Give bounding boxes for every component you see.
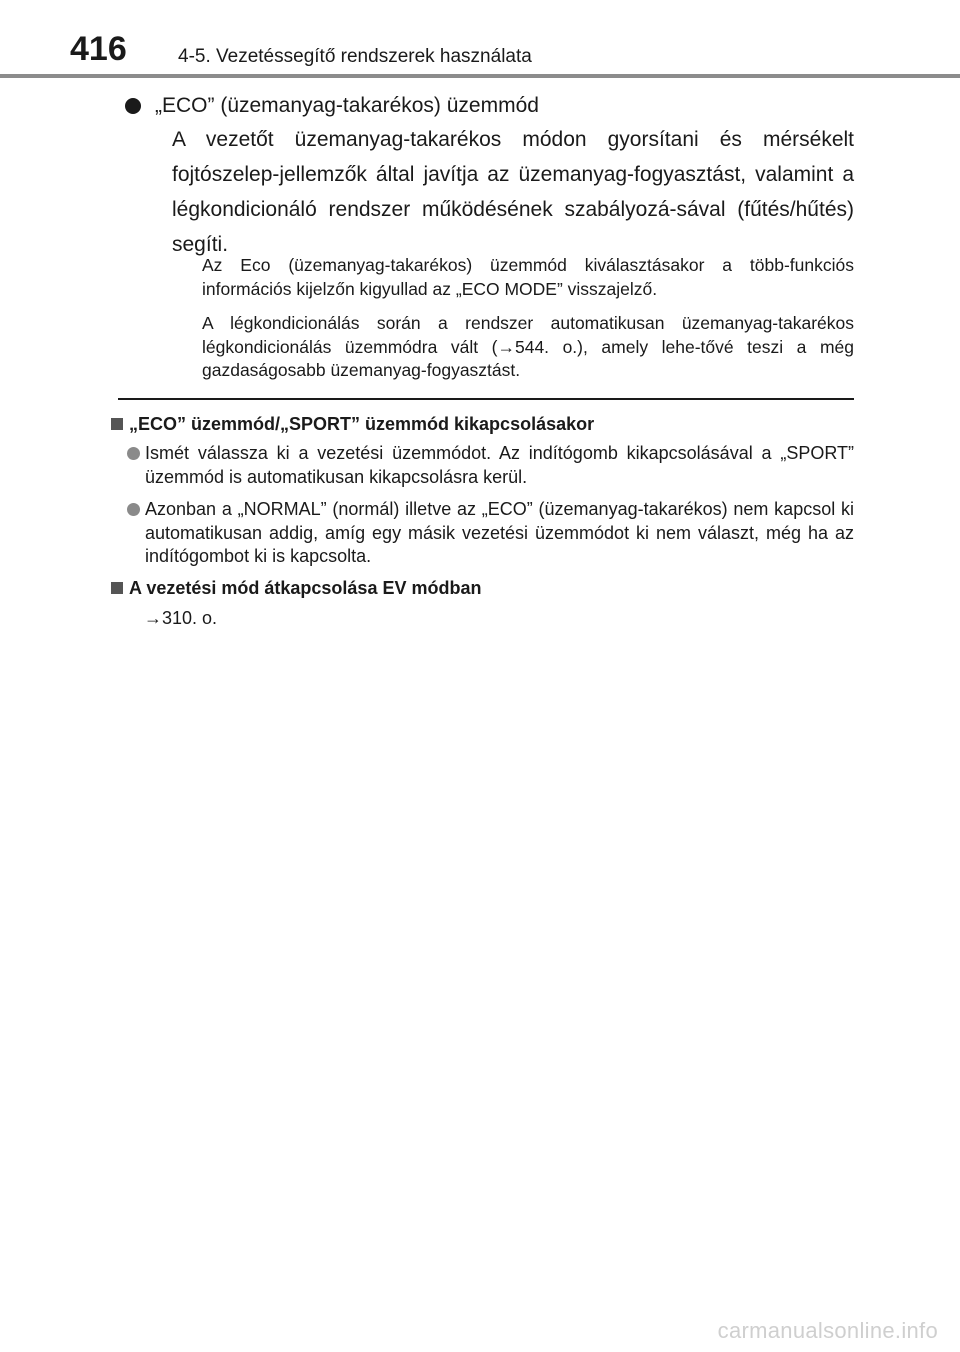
chapter-title: 4-5. Vezetéssegítő rendszerek használata bbox=[178, 46, 532, 67]
square-bullet-icon bbox=[111, 582, 123, 594]
page-header bbox=[0, 0, 960, 80]
section-divider bbox=[118, 398, 854, 400]
eco-mode-note-1: Az Eco (üzemanyag-takarékos) üzemmód kiválasztásakor a több-funkciós információs kijelzőn kigyullad az „ECO MODE” visszajelző. bbox=[202, 255, 854, 299]
header-rule bbox=[0, 74, 960, 78]
page-number: 416 bbox=[70, 30, 127, 68]
bullet-dot-icon bbox=[127, 503, 140, 516]
list-item-text: Azonban a „NORMAL” (normál) illetve az „ECO” (üzemanyag-takarékos) nem kapcsol ki automatikusan addig, amíg egy másik vezetési üzemmódot ki nem választ, még ha az indítógombot ki is kapcsolta. bbox=[145, 499, 854, 566]
bullet-dot-icon bbox=[125, 98, 141, 114]
eco-mode-description: A vezetőt üzemanyag-takarékos módon gyorsítani és mérsékelt fojtószelep-jellemzők által javítja az üzemanyag-fogyasztást, valamint a légkondicionáló rendszer működésének szabályozá-sával (fűtés/hűtés) segíti. bbox=[172, 128, 854, 256]
section-heading-mode-off-text: „ECO” üzemmód/„SPORT” üzemmód kikapcsolásakor bbox=[129, 414, 595, 434]
eco-mode-heading-text: „ECO” (üzemanyag-takarékos) üzemmód bbox=[155, 94, 539, 117]
watermark: carmanualsonline.info bbox=[717, 1318, 938, 1343]
list-item-text: Ismét válassza ki a vezetési üzemmódot. Az indítógomb kikapcsolásával a „SPORT” üzemmód is automatikusan kikapcsolásra kerül. bbox=[145, 443, 854, 487]
list-item bbox=[127, 498, 854, 569]
section-heading-mode-off bbox=[111, 412, 594, 436]
eco-mode-note-2: A légkondicionálás során a rendszer automatikusan üzemanyag-takarékos légkondicionálás üzemmódra vált (→544. o.), amely lehe-tővé teszi a még gazdaságosabb üzemanyag-fogyasztást. bbox=[202, 313, 854, 380]
bullet-dot-icon bbox=[127, 447, 140, 460]
list-item bbox=[127, 442, 854, 489]
square-bullet-icon bbox=[111, 418, 123, 430]
section-heading-ev-mode bbox=[111, 576, 481, 600]
page-reference-link[interactable]: →310. o. bbox=[144, 608, 218, 628]
section-heading-ev-mode-text: A vezetési mód átkapcsolása EV módban bbox=[129, 578, 482, 598]
eco-mode-heading bbox=[125, 92, 539, 120]
